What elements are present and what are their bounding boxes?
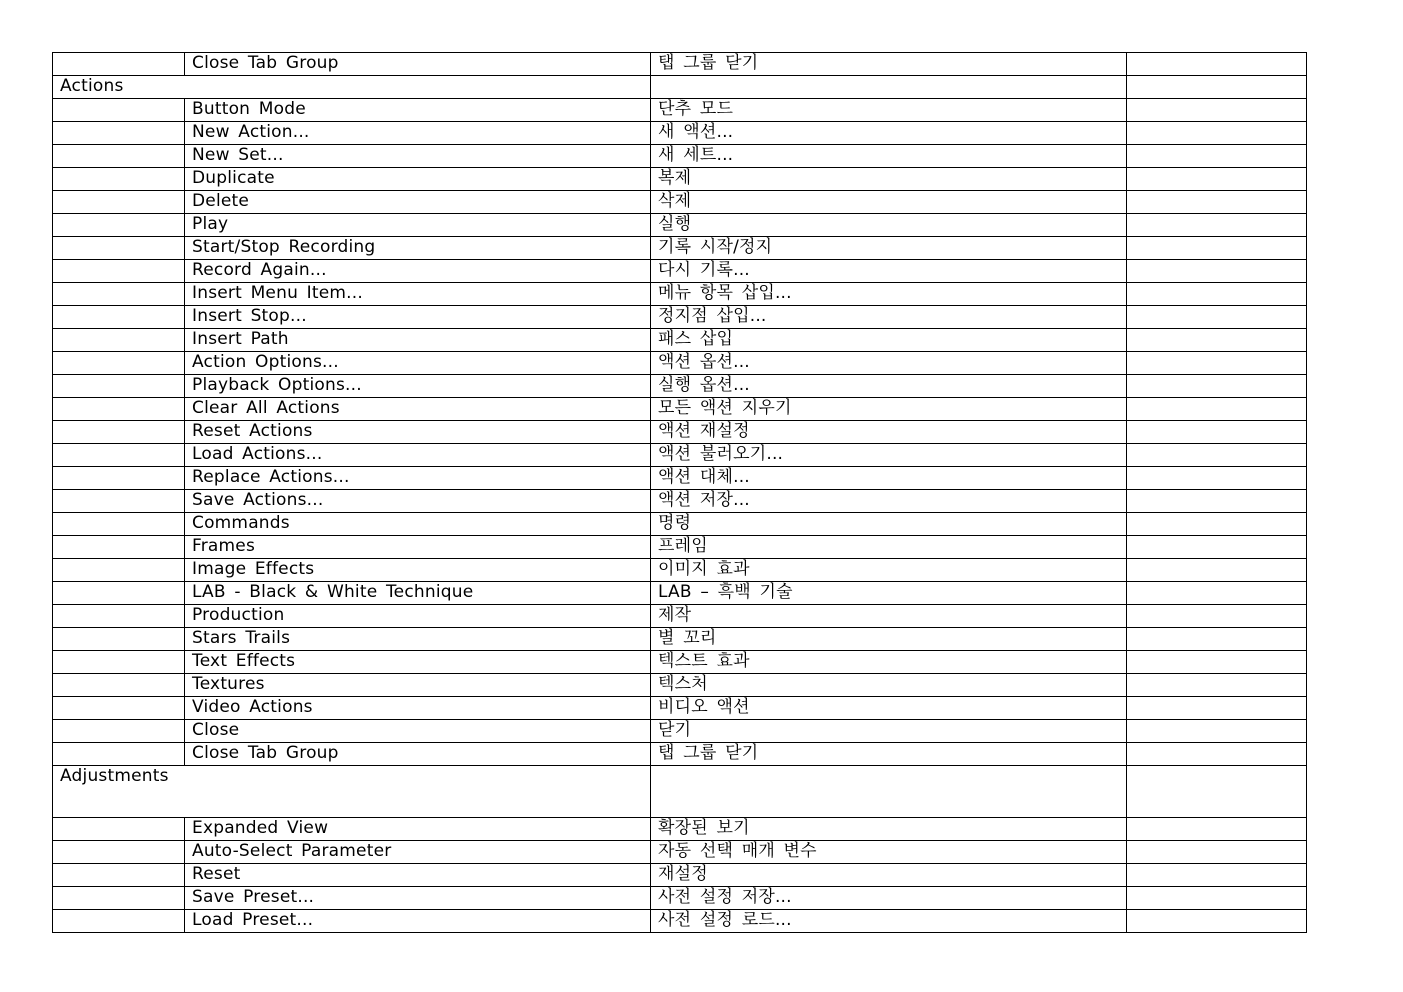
notes-cell (1127, 237, 1307, 260)
korean-term: 모든 액션 지우기 (651, 398, 1127, 421)
english-term: Reset (185, 864, 651, 887)
korean-term: 다시 기록... (651, 260, 1127, 283)
table-row (53, 559, 1307, 582)
table-row (53, 99, 1307, 122)
indent-cell (53, 841, 185, 864)
korean-term: 확장된 보기 (651, 818, 1127, 841)
table-row (53, 513, 1307, 536)
indent-cell (53, 864, 185, 887)
indent-cell (53, 214, 185, 237)
indent-cell (53, 582, 185, 605)
table-row (53, 53, 1307, 76)
korean-term: 액션 불러오기... (651, 444, 1127, 467)
indent-cell (53, 375, 185, 398)
korean-term: 재설정 (651, 864, 1127, 887)
table-row (53, 697, 1307, 720)
english-term: Load Preset... (185, 910, 651, 933)
english-term: Duplicate (185, 168, 651, 191)
indent-cell (53, 743, 185, 766)
translation-table (52, 52, 1307, 933)
notes-cell (1127, 513, 1307, 536)
indent-cell (53, 421, 185, 444)
english-term: Commands (185, 513, 651, 536)
notes-cell (1127, 53, 1307, 76)
section-heading: Actions (53, 76, 651, 99)
korean-term: 실행 (651, 214, 1127, 237)
korean-term: 액션 대체... (651, 467, 1127, 490)
english-term: Stars Trails (185, 628, 651, 651)
indent-cell (53, 237, 185, 260)
notes-cell (1127, 743, 1307, 766)
english-term: Insert Path (185, 329, 651, 352)
indent-cell (53, 720, 185, 743)
table-row (53, 651, 1307, 674)
english-term: Insert Stop... (185, 306, 651, 329)
english-term: Image Effects (185, 559, 651, 582)
table-row (53, 743, 1307, 766)
korean-term: 이미지 효과 (651, 559, 1127, 582)
indent-cell (53, 513, 185, 536)
table-row (53, 421, 1307, 444)
indent-cell (53, 168, 185, 191)
table-row (53, 122, 1307, 145)
table-row (53, 720, 1307, 743)
indent-cell (53, 536, 185, 559)
indent-cell (53, 628, 185, 651)
notes-cell (1127, 559, 1307, 582)
korean-term: 기록 시작/정지 (651, 237, 1127, 260)
notes-cell (1127, 421, 1307, 444)
notes-cell (1127, 168, 1307, 191)
table-row (53, 214, 1307, 237)
notes-cell (1127, 145, 1307, 168)
korean-term: 액션 저장... (651, 490, 1127, 513)
indent-cell (53, 398, 185, 421)
english-term: Close Tab Group (185, 53, 651, 76)
notes-cell (1127, 214, 1307, 237)
english-term: Replace Actions... (185, 467, 651, 490)
indent-cell (53, 99, 185, 122)
english-term: Text Effects (185, 651, 651, 674)
table-row (53, 818, 1307, 841)
korean-term: 자동 선택 매개 변수 (651, 841, 1127, 864)
notes-cell (1127, 191, 1307, 214)
english-term: Video Actions (185, 697, 651, 720)
table-row (53, 628, 1307, 651)
table-row (53, 605, 1307, 628)
indent-cell (53, 490, 185, 513)
notes-cell (1127, 766, 1307, 818)
indent-cell (53, 191, 185, 214)
korean-term: 메뉴 항목 삽입... (651, 283, 1127, 306)
korean-term: LAB – 흑백 기술 (651, 582, 1127, 605)
notes-cell (1127, 628, 1307, 651)
english-term: Button Mode (185, 99, 651, 122)
korean-term: 단추 모드 (651, 99, 1127, 122)
table-row (53, 145, 1307, 168)
table-row (53, 329, 1307, 352)
empty-cell (651, 766, 1127, 818)
table-row (53, 283, 1307, 306)
korean-term: 액션 옵션... (651, 352, 1127, 375)
notes-cell (1127, 467, 1307, 490)
indent-cell (53, 283, 185, 306)
table-row (53, 191, 1307, 214)
notes-cell (1127, 490, 1307, 513)
notes-cell (1127, 329, 1307, 352)
indent-cell (53, 605, 185, 628)
table-row (53, 582, 1307, 605)
notes-cell (1127, 536, 1307, 559)
korean-term: 액션 재설정 (651, 421, 1127, 444)
indent-cell (53, 306, 185, 329)
indent-cell (53, 122, 185, 145)
section-heading: Adjustments (53, 766, 651, 818)
indent-cell (53, 145, 185, 168)
table-row (53, 444, 1307, 467)
indent-cell (53, 329, 185, 352)
english-term: Clear All Actions (185, 398, 651, 421)
english-term: Close Tab Group (185, 743, 651, 766)
korean-term: 탭 그룹 닫기 (651, 53, 1127, 76)
korean-term: 명령 (651, 513, 1127, 536)
translation-table-body (53, 53, 1307, 933)
indent-cell (53, 818, 185, 841)
table-row (53, 841, 1307, 864)
english-term: Save Actions... (185, 490, 651, 513)
korean-term: 새 세트... (651, 145, 1127, 168)
table-row (53, 168, 1307, 191)
english-term: LAB - Black & White Technique (185, 582, 651, 605)
korean-term: 제작 (651, 605, 1127, 628)
empty-cell (651, 76, 1127, 99)
notes-cell (1127, 720, 1307, 743)
english-term: Reset Actions (185, 421, 651, 444)
korean-term: 사전 설정 저장... (651, 887, 1127, 910)
korean-term: 비디오 액션 (651, 697, 1127, 720)
table-row (53, 536, 1307, 559)
korean-term: 새 액션... (651, 122, 1127, 145)
notes-cell (1127, 697, 1307, 720)
table-row (53, 910, 1307, 933)
table-row (53, 490, 1307, 513)
notes-cell (1127, 283, 1307, 306)
korean-term: 텍스트 효과 (651, 651, 1127, 674)
table-row (53, 864, 1307, 887)
indent-cell (53, 53, 185, 76)
english-term: Production (185, 605, 651, 628)
korean-term: 닫기 (651, 720, 1127, 743)
notes-cell (1127, 605, 1307, 628)
english-term: Start/Stop Recording (185, 237, 651, 260)
korean-term: 별 꼬리 (651, 628, 1127, 651)
indent-cell (53, 260, 185, 283)
notes-cell (1127, 76, 1307, 99)
english-term: New Action... (185, 122, 651, 145)
table-row (53, 306, 1307, 329)
notes-cell (1127, 375, 1307, 398)
table-row (53, 467, 1307, 490)
table-row (53, 375, 1307, 398)
english-term: Close (185, 720, 651, 743)
english-term: Playback Options... (185, 375, 651, 398)
notes-cell (1127, 444, 1307, 467)
indent-cell (53, 674, 185, 697)
notes-cell (1127, 864, 1307, 887)
table-row (53, 398, 1307, 421)
notes-cell (1127, 841, 1307, 864)
korean-term: 탭 그룹 닫기 (651, 743, 1127, 766)
notes-cell (1127, 306, 1307, 329)
notes-cell (1127, 260, 1307, 283)
indent-cell (53, 910, 185, 933)
section-row (53, 766, 1307, 818)
notes-cell (1127, 352, 1307, 375)
english-term: Textures (185, 674, 651, 697)
table-row (53, 674, 1307, 697)
korean-term: 프레임 (651, 536, 1127, 559)
english-term: Expanded View (185, 818, 651, 841)
notes-cell (1127, 651, 1307, 674)
korean-term: 사전 설정 로드... (651, 910, 1127, 933)
english-term: Play (185, 214, 651, 237)
indent-cell (53, 697, 185, 720)
table-row (53, 352, 1307, 375)
english-term: Delete (185, 191, 651, 214)
indent-cell (53, 444, 185, 467)
english-term: Auto-Select Parameter (185, 841, 651, 864)
notes-cell (1127, 122, 1307, 145)
indent-cell (53, 559, 185, 582)
notes-cell (1127, 910, 1307, 933)
indent-cell (53, 467, 185, 490)
korean-term: 삭제 (651, 191, 1127, 214)
notes-cell (1127, 398, 1307, 421)
table-row (53, 237, 1307, 260)
indent-cell (53, 352, 185, 375)
english-term: Frames (185, 536, 651, 559)
english-term: Insert Menu Item... (185, 283, 651, 306)
korean-term: 패스 삽입 (651, 329, 1127, 352)
korean-term: 정지점 삽입... (651, 306, 1127, 329)
korean-term: 실행 옵션... (651, 375, 1127, 398)
notes-cell (1127, 582, 1307, 605)
table-row (53, 887, 1307, 910)
notes-cell (1127, 99, 1307, 122)
korean-term: 텍스처 (651, 674, 1127, 697)
notes-cell (1127, 887, 1307, 910)
english-term: Action Options... (185, 352, 651, 375)
indent-cell (53, 887, 185, 910)
korean-term: 복제 (651, 168, 1127, 191)
english-term: Save Preset... (185, 887, 651, 910)
table-row (53, 260, 1307, 283)
notes-cell (1127, 674, 1307, 697)
english-term: Record Again... (185, 260, 651, 283)
english-term: New Set... (185, 145, 651, 168)
section-row (53, 76, 1307, 99)
english-term: Load Actions... (185, 444, 651, 467)
notes-cell (1127, 818, 1307, 841)
indent-cell (53, 651, 185, 674)
